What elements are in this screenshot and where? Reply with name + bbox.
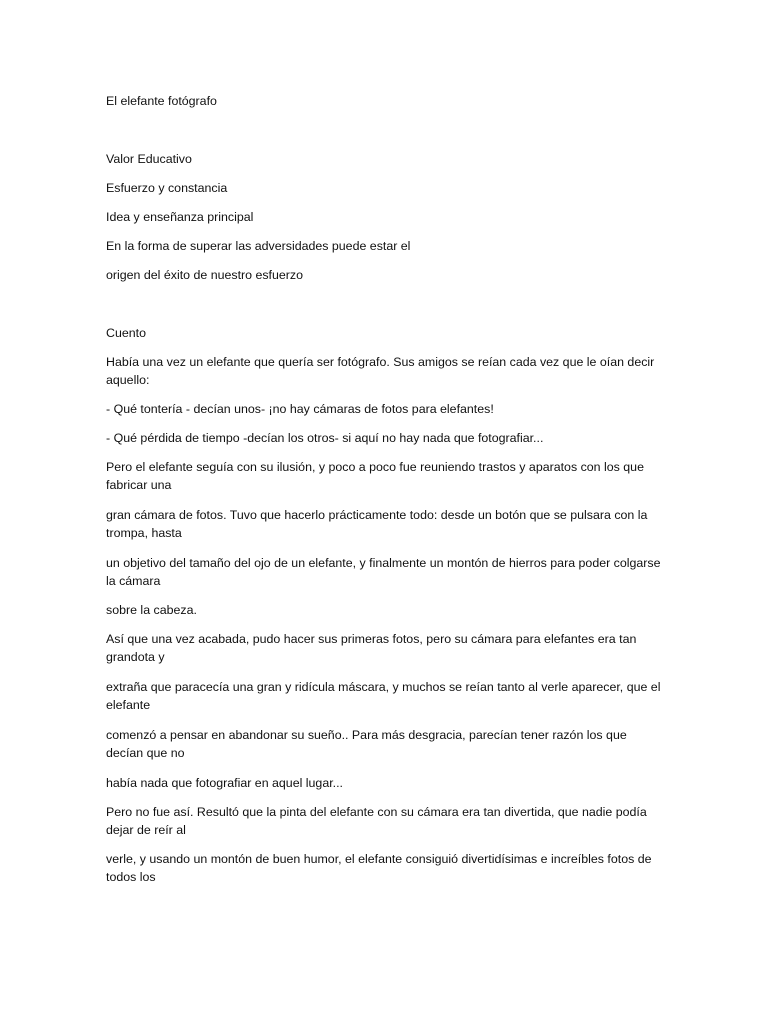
intro-line: En la forma de superar las adversidades puede estar el bbox=[106, 239, 411, 253]
story-paragraph: Pero el elefante seguía con su ilusión, y poco a poco fue reuniendo trastos y aparatos con los que fabricar una bbox=[106, 460, 644, 492]
story-paragraph: Así que una vez acabada, pudo hacer sus primeras fotos, pero su cámara para elefantes era tan grandota y bbox=[106, 632, 637, 664]
intro-line: Idea y enseñanza principal bbox=[106, 210, 254, 224]
intro-line: origen del éxito de nuestro esfuerzo bbox=[106, 268, 303, 282]
story-heading: Cuento bbox=[106, 326, 146, 340]
document-title: El elefante fotógrafo bbox=[106, 94, 217, 108]
story-paragraph: gran cámara de fotos. Tuvo que hacerlo prácticamente todo: desde un botón que se pulsara con la trompa, hasta bbox=[106, 508, 648, 540]
story-paragraph: Había una vez un elefante que quería ser fotógrafo. Sus amigos se reían cada vez que le oían decir aquello: bbox=[106, 355, 655, 387]
story-paragraph: había nada que fotografiar en aquel lugar... bbox=[106, 776, 343, 790]
story-paragraph: un objetivo del tamaño del ojo de un elefante, y finalmente un montón de hierros para poder colgarse la cámara bbox=[106, 556, 661, 588]
story-paragraph: - Qué tontería - decían unos- ¡no hay cámaras de fotos para elefantes! bbox=[106, 402, 494, 416]
story-paragraph: extraña que paracecía una gran y ridícula máscara, y muchos se reían tanto al verle aparecer, que el elefante bbox=[106, 680, 661, 712]
story-paragraph: verle, y usando un montón de buen humor, el elefante consiguió divertidísimas e increíbles fotos de todos los bbox=[106, 852, 652, 884]
intro-line: Valor Educativo bbox=[106, 152, 192, 166]
story-paragraph: comenzó a pensar en abandonar su sueño.. Para más desgracia, parecían tener razón los que decían que no bbox=[106, 728, 627, 760]
story-paragraph: - Qué pérdida de tiempo -decían los otros- si aquí no hay nada que fotografiar... bbox=[106, 431, 544, 445]
story-paragraph: Pero no fue así. Resultó que la pinta del elefante con su cámara era tan divertida, que nadie podía dejar de reír al bbox=[106, 805, 647, 837]
intro-line: Esfuerzo y constancia bbox=[106, 181, 228, 195]
story-paragraph: sobre la cabeza. bbox=[106, 603, 197, 617]
